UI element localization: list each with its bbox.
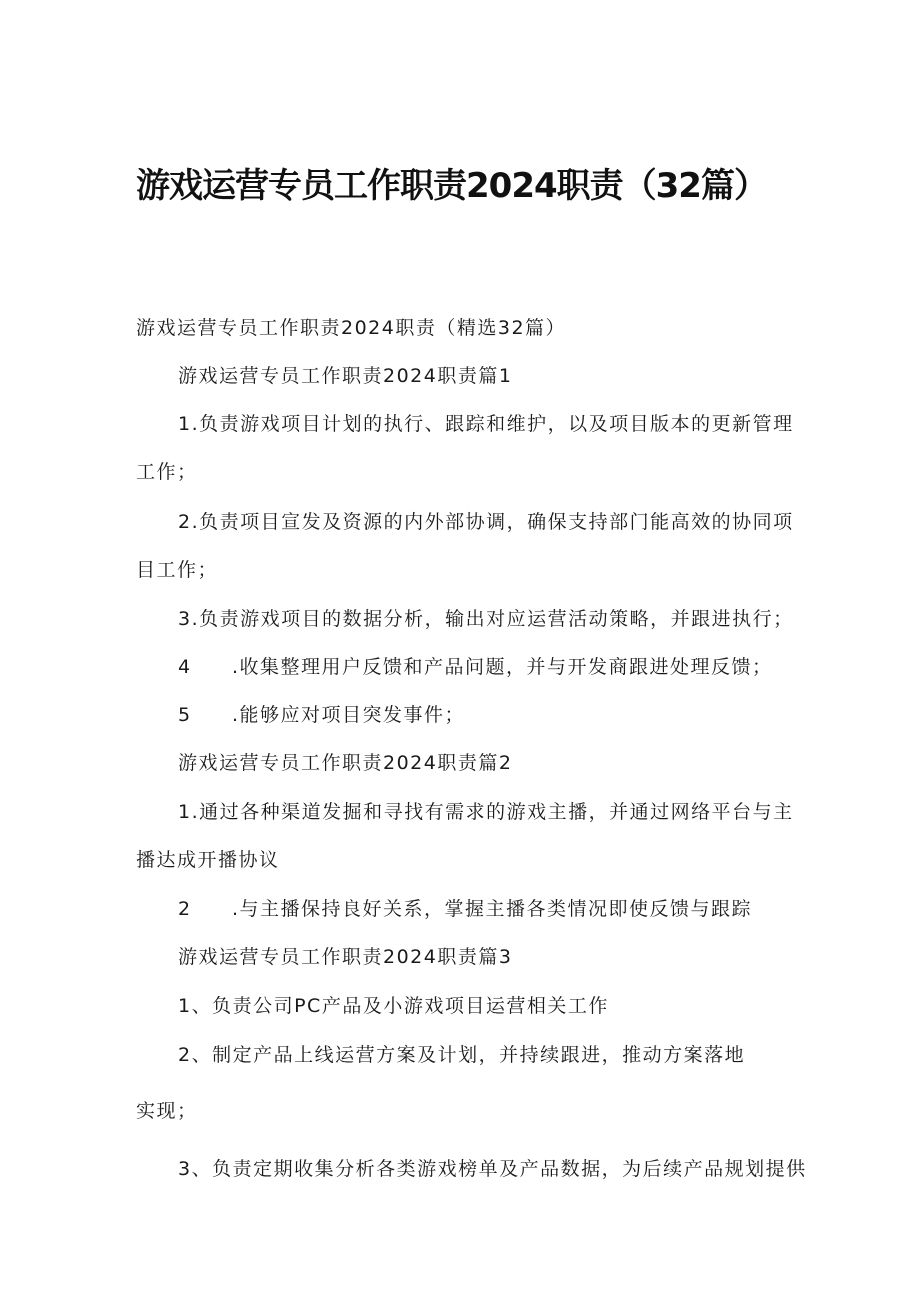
item-text: .负责游戏项目的数据分析，输出对应运营活动策略，并跟进执行； (191, 608, 794, 630)
item-number: 1 (178, 995, 192, 1017)
item-number: 3 (178, 608, 192, 630)
item-number: 1 (178, 413, 192, 435)
item-number: 2 (178, 898, 192, 920)
item-number: 5 (178, 704, 192, 726)
item-continuation: 工作； (136, 461, 198, 483)
list-item (178, 1040, 745, 1067)
list-item (178, 604, 794, 631)
item-number: 1 (178, 801, 192, 823)
list-item (178, 1154, 807, 1181)
item-text: .通过各种渠道发掘和寻找有需求的游戏主播，并通过网络平台与主 (191, 801, 794, 823)
document-title: 游戏运营专员工作职责2024职责（32篇） (136, 166, 767, 206)
item-continuation: 目工作； (136, 559, 219, 581)
item-text: 、制定产品上线运营方案及计划，并持续跟进，推动方案落地 (191, 1044, 746, 1066)
item-number: 2 (178, 1044, 192, 1066)
item-text: .负责游戏项目计划的执行、跟踪和维护，以及项目版本的更新管理 (191, 413, 794, 435)
item-continuation: 播达成开播协议 (136, 849, 280, 871)
item-number: 3 (178, 1158, 192, 1180)
list-item (178, 409, 794, 436)
list-item (178, 652, 773, 679)
list-item (178, 507, 794, 534)
item-continuation: 实现； (136, 1100, 198, 1122)
item-text: 、负责定期收集分析各类游戏榜单及产品数据，为后续产品规划提供 (191, 1158, 807, 1180)
document-subtitle: 游戏运营专员工作职责2024职责（精选32篇） (136, 317, 567, 339)
item-number: 4 (178, 656, 192, 678)
item-text: .与主播保持良好关系，掌握主播各类情况即使反馈与跟踪 (232, 898, 753, 920)
section-heading: 游戏运营专员工作职责2024职责篇2 (178, 752, 513, 774)
list-item (178, 894, 752, 921)
list-item (178, 700, 465, 727)
item-number: 2 (178, 511, 192, 533)
list-item (178, 991, 609, 1018)
section-heading: 游戏运营专员工作职责2024职责篇3 (178, 946, 513, 968)
item-text: .能够应对项目突发事件； (232, 704, 466, 726)
section-heading: 游戏运营专员工作职责2024职责篇1 (178, 365, 513, 387)
item-text: .收集整理用户反馈和产品问题，并与开发商跟进处理反馈； (232, 656, 773, 678)
list-item (178, 797, 794, 824)
item-text: 、负责公司PC产品及小游戏项目运营相关工作 (191, 995, 609, 1017)
item-text: .负责项目宣发及资源的内外部协调，确保支持部门能高效的协同项 (191, 511, 794, 533)
